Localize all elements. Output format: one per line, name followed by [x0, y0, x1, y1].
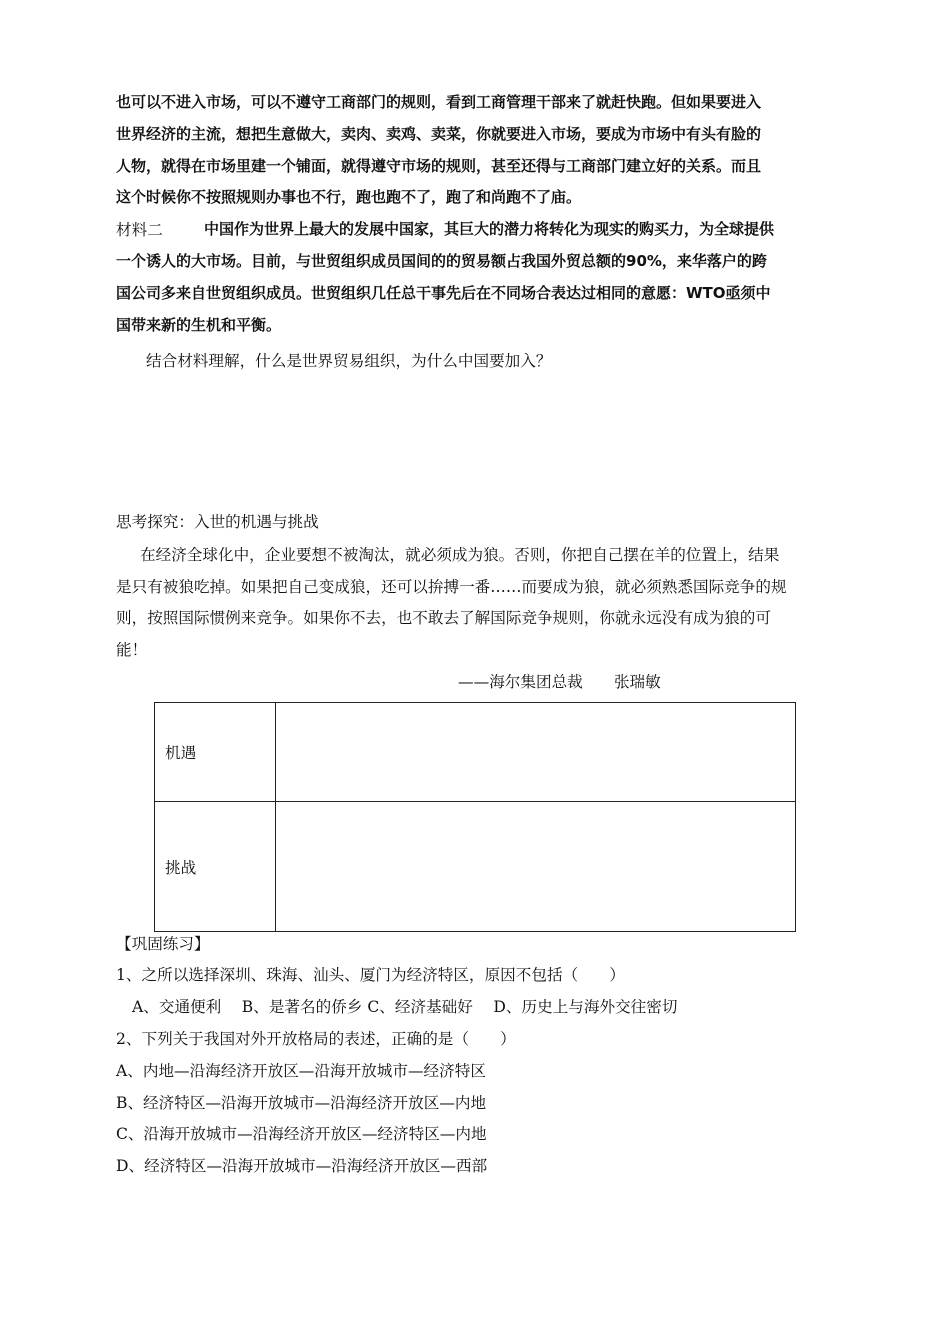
- quote-attribution: ——海尔集团总裁 张瑞敏: [458, 673, 661, 691]
- material2-line-4: 国带来新的生机和平衡。: [116, 316, 282, 334]
- question-2: 2、下列关于我国对外开放格局的表述，正确的是（ ）: [116, 1030, 516, 1048]
- material1-line-3: 人物，就得在市场里建一个铺面，就得遵守市场的规则，甚至还得与工商部门建立好的关系。而且: [116, 157, 762, 175]
- material-question: 结合材料理解，什么是世界贸易组织，为什么中国要加入？: [146, 352, 552, 370]
- material2-line-3: 国公司多来自世贸组织成员。世贸组织几任总干事先后在不同场合表达过相同的意愿：WTO亟须中: [116, 284, 771, 302]
- material1-line-1: 也可以不进入市场，可以不遵守工商部门的规则，看到工商管理干部来了就赶快跑。但如果要进入: [116, 93, 762, 111]
- explore-heading: 思考探究：入世的机遇与挑战: [116, 513, 319, 531]
- challenge-answer-cell[interactable]: [276, 802, 796, 932]
- question-1-options: A、交通便利 B、是著名的侨乡 C、经济基础好 D、历史上与海外交往密切: [132, 998, 678, 1016]
- material2-line-2: 一个诱人的大市场。目前，与世贸组织成员国间的的贸易额占我国外贸总额的90%，来华落户的跨: [116, 252, 767, 270]
- opportunity-answer-cell[interactable]: [276, 703, 796, 802]
- material2-line-1: 中国作为世界上最大的发展中国家，其巨大的潜力将转化为现实的购买力，为全球提供: [204, 220, 775, 238]
- table-row: [155, 802, 796, 932]
- explore-line-4: 能！: [116, 641, 148, 659]
- explore-line-1: 在经济全球化中，企业要想不被淘汰，就必须成为狼。否则，你把自己摆在羊的位置上，结果: [140, 546, 780, 564]
- material1-line-4: 这个时候你不按照规则办事也不行，跑也跑不了，跑了和尚跑不了庙。: [116, 188, 582, 206]
- material2-label: 材料二: [116, 221, 163, 239]
- explore-line-2: 是只有被狼吃掉。如果把自己变成狼，还可以拚搏一番……而要成为狼，就必须熟悉国际竞争的规: [116, 578, 787, 596]
- challenge-label: 挑战: [155, 802, 276, 932]
- question-2-option-b: B、经济特区—沿海开放城市—沿海经济开放区—内地: [116, 1094, 487, 1112]
- material1-line-2: 世界经济的主流，想把生意做大，卖肉、卖鸡、卖菜，你就要进入市场，要成为市场中有头有脸的: [116, 125, 762, 143]
- opportunity-challenge-table: [154, 702, 796, 932]
- practice-heading: 【巩固练习】: [116, 935, 210, 953]
- explore-line-3: 则，按照国际惯例来竞争。如果你不去，也不敢去了解国际竞争规则，你就永远没有成为狼的可: [116, 609, 771, 627]
- table-row: [155, 703, 796, 802]
- question-2-option-c: C、沿海开放城市—沿海经济开放区—经济特区—内地: [116, 1125, 487, 1143]
- question-2-option-d: D、经济特区—沿海开放城市—沿海经济开放区—西部: [116, 1157, 488, 1175]
- question-2-option-a: A、内地—沿海经济开放区—沿海开放城市—经济特区: [116, 1062, 486, 1080]
- question-1: 1、之所以选择深圳、珠海、汕头、厦门为经济特区，原因不包括（ ）: [116, 966, 625, 984]
- opportunity-label: 机遇: [155, 703, 276, 802]
